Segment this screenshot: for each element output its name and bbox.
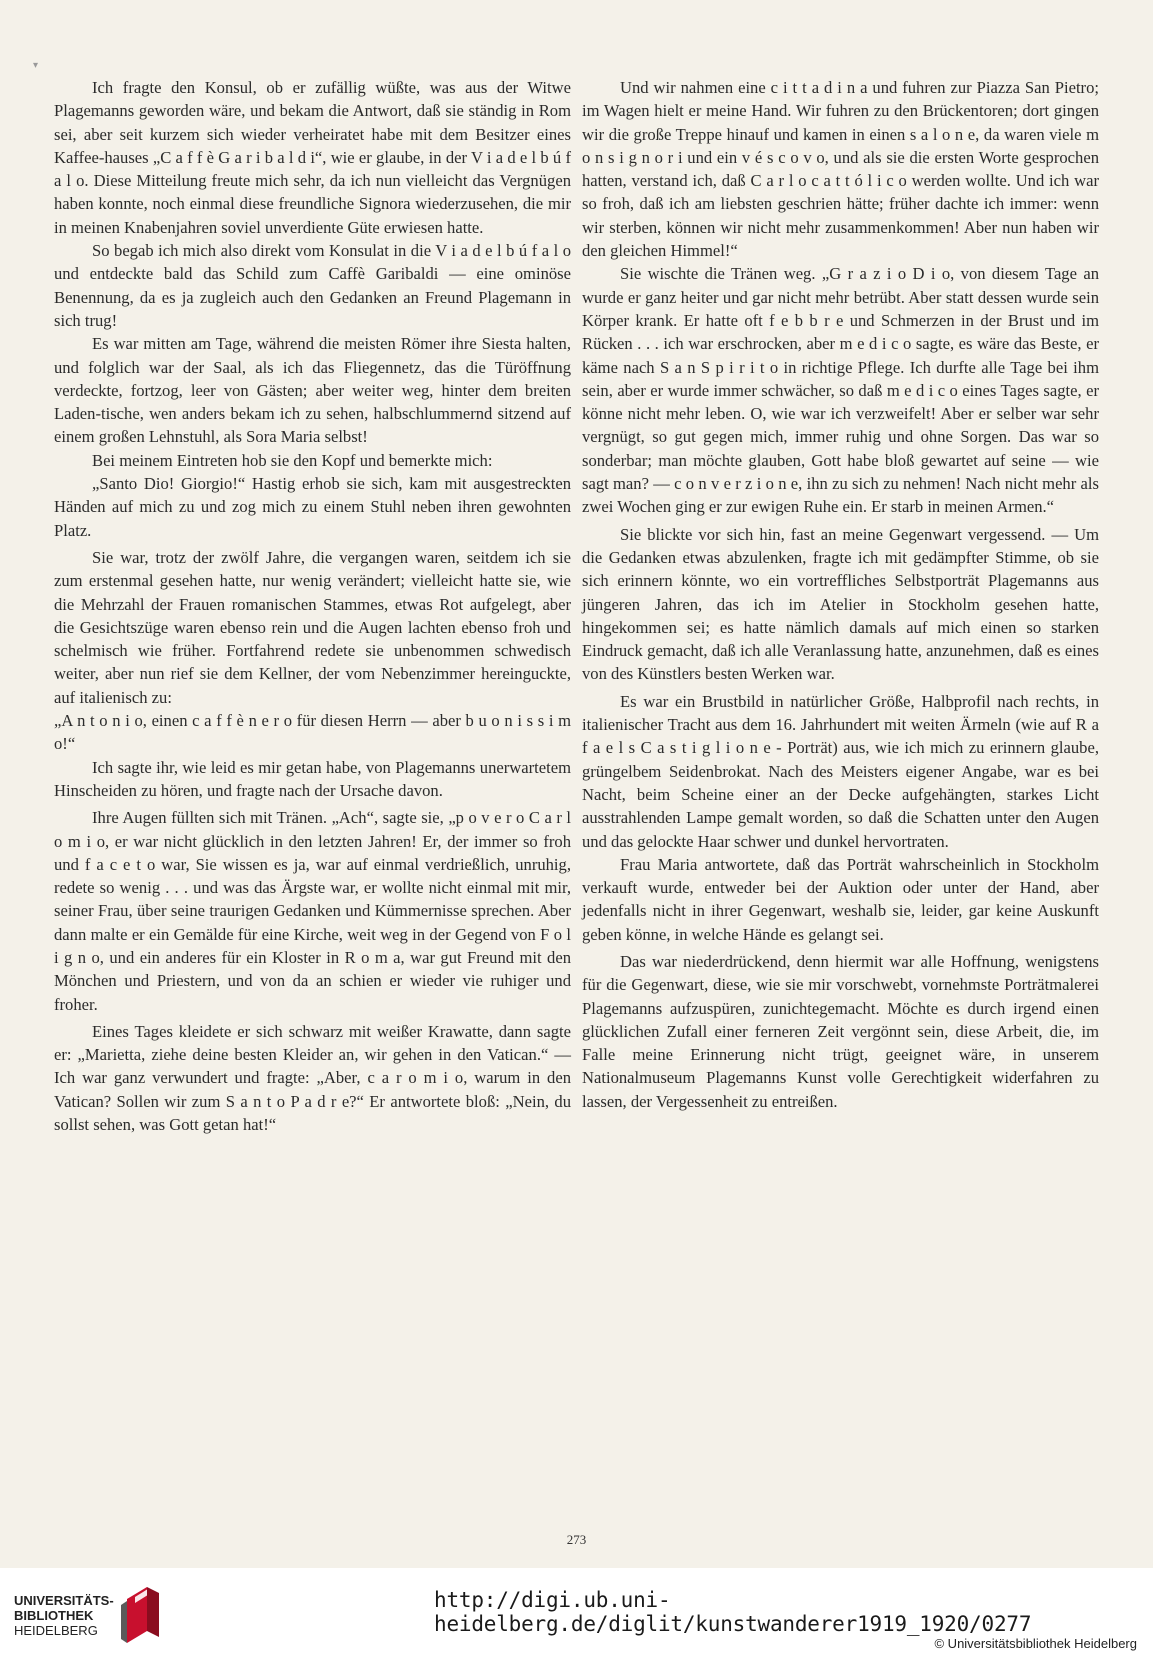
- left-column: [54, 76, 571, 1136]
- paragraph: Sie war, trotz der zwölf Jahre, die vergangen waren, seitdem ich sie zum erstenmal gesehen hatte, nur wenig verändert; vielleicht hatte sie, wie die Mehrzahl der Frauen romanischen Stammes, etwas Rot aufgelegt, aber die Gesichtszüge waren ebenso rein und die Augen lachten ebenso froh und schelmisch wie früher. Fortfahrend redete sie unbenommen schwedisch weiter, aber nun rief sie dem Kellner, der vom Nebenzimmer hereinguckte, auf italienisch zu:: [54, 547, 571, 707]
- paragraph: Es war ein Brustbild in natürlicher Größe, Halbprofil nach rechts, in italienischer Tracht aus dem 16. Jahrhundert mit weiten Ärmeln (wie auf R a f a e l s C a s t i g l i o n e - Porträt) aus, wie ich mich zu erinnern glaube, grüngelbem Seidenbrokat. Nach des Meisters eigener Angabe, war es bei Nacht, beim Scheine einer an der Decke aufgehängten, starkes Licht ausstrahlenden Lampe gemalt worden, so daß die Schatten unter den Augen und das gelockte Haar schwer und dunkel hervortraten.: [582, 691, 1099, 851]
- paragraph: „Santo Dio! Giorgio!“ Hastig erhob sie sich, kam mit ausgestreckten Händen auf mich zu und zog mich zu einem Stuhl neben ihren gewohnten Platz.: [54, 474, 571, 540]
- copyright-notice: © Universitätsbibliothek Heidelberg: [934, 1636, 1137, 1651]
- paragraph: Es war mitten am Tage, während die meisten Römer ihre Siesta halten, und folglich war der Saal, als ich das Fliegennetz, das die Türöffnung verdeckte, fortzog, leer von Gästen; aber weiter weg, hinter dem breiten Laden-tische, wen anders bekam ich zu sehen, halbschlummernd sitzend auf einem großen Lehnstuhl, als Sora Maria selbst!: [54, 334, 571, 447]
- paragraph: Bei meinem Eintreten hob sie den Kopf und bemerkte mich:: [92, 450, 493, 470]
- logo-line: BIBLIOTHEK: [14, 1608, 94, 1623]
- paragraph: Sie blickte vor sich hin, fast an meine Gegenwart vergessend. — Um die Gedanken etwas abzulenken, fragte ich mit gedämpfter Stimme, ob sie sich erinnern könnte, wo ein vortreffliches Selbstporträt Plagemanns aus jüngeren Jahren, das ich im Atelier in Stockholm gesehen hatte, hingekommen sei; es hatte nämlich damals auf mich einen so starken Eindruck gemacht, daß ich alle Veranlassung hatte, anzunehmen, daß es eines von des Künstlers besten Werken war.: [582, 524, 1099, 684]
- paragraph: Und wir nahmen eine c i t t a d i n a und fuhren zur Piazza San Pietro; im Wagen hielt er meine Hand. Wir fuhren zu den Brückentoren; dort gingen wir die große Treppe hinauf und kamen in einen s a l o n e, da waren viele m o n s i g n o r i und ein v é s c o v o, und als sie die ersten Worte gesprochen hatten, verstand ich, daß C a r l o c a t t ó l i c o werden wollte. Und ich war so froh, daß ich am liebsten geschrien hätte; früher dachte ich immer: wenn wir sterben, können wir nicht mehr zusammenkommen! Aber nun haben wir den gleichen Himmel!“: [582, 78, 1099, 261]
- paragraph: Eines Tages kleidete er sich schwarz mit weißer Krawatte, dann sagte er: „Marietta, ziehe deine besten Kleider an, wir gehen in den Vatican.“ — Ich war ganz verwundert und fragte: „Aber, c a r o m i o, warum in den Vatican? Sollen wir zum S a n t o P a d r e?“ Er antwortete bloß: „Nein, du sollst sehen, was Gott getan hat!“: [54, 1021, 571, 1135]
- paragraph: Das war niederdrückend, denn hiermit war alle Hoffnung, wenigstens für die Gegenwart, diese, wie sie mir vorschwebt, vornehmste Porträtmalerei Plagemanns aufzuspüren, zunichtegemacht. Möchte es durch irgend einen glücklichen Zufall einer ferneren Zeit vergönnt sein, diese Arbeit, die, im Falle meine Erinnerung nicht trügt, geeignet wäre, in unserem Nationalmuseum Plagemanns Kunst volle Gerechtigkeit widerfahren zu lassen, der Vergessenheit zu entreißen.: [582, 951, 1099, 1111]
- permalink-url[interactable]: http://digi.ub.uni-heidelberg.de/diglit/kunstwanderer1919_1920/0277: [434, 1588, 1032, 1636]
- page-number: 273: [566, 1532, 587, 1547]
- paragraph: Ihre Augen füllten sich mit Tränen. „Ach“, sagte sie, „p o v e r o C a r l o m i o, er war nicht glücklich in den letzten Jahren! Er, der immer so froh und f a c e t o war, Sie wissen es ja, war auf einmal verdrießlich, unruhig, redete so wenig . . . und was das Ärgste war, er wollte nicht einmal mit mir, seiner Frau, über seine traurigen Gedanken und Kümmernisse sprechen. Aber dann malte er ein Gemälde für eine Kirche, weit weg in der Gegend von F o l i g n o, und ein anderes für ein Kloster in R o m a, war gut Freund mit den Mönchen und Priestern, und von da an schien er wieder vie ruhiger und froher.: [54, 808, 571, 1014]
- paragraph: Ich fragte den Konsul, ob er zufällig wüßte, was aus der Witwe Plagemanns geworden wäre, und bekam die Antwort, daß sie ständig in Rom sei, aber seit kurzem sich wieder verheiratet habe mit dem Besitzer eines Kaffee-hauses „C a f f è G a r i b a l d i“, wie er glaube, in der V i a d e l b ú f a l o. Diese Mitteilung freute mich sehr, da ich nun vielleicht das Vergnügen haben konnte, noch einmal diese freundliche Signora wiederzusehen, die mir in meinen Knabenjahren soviel unverdiente Güte erwiesen hatte.: [54, 78, 571, 237]
- paragraph: Sie wischte die Tränen weg. „G r a z i o D i o, von diesem Tage an wurde er ganz heiter und gar nicht mehr betrübt. Aber statt dessen wurde sein Körper krank. Er hatte oft f e b b r e und Schmerzen in der Brust und im Rücken . . . ich war erschrocken, aber m e d i c o sagte, es wäre das Beste, er käme nach S a n S p i r i t o in richtige Pflege. Ich durfte alle Tage bei ihm sein, aber er wurde immer schwächer, so daß m e d i c o eines Tages sagte, er könne nicht mehr leben. O, wie war ich verzweifelt! Aber er selber war sehr vergnügt, so gut gegen mich, immer ruhig und ohne Sorgen. Das war so sonderbar; man möchte glauben, Gott habe bloß gewartet auf seine — wie sagt man? — c o n v e r z i o n e, ihn zu sich zu nehmen! Nach nicht mehr als zwei Wochen ging er zur ewigen Ruhe ein. Er starb in meinen Armen.“: [582, 264, 1099, 517]
- paragraph: So begab ich mich also direkt vom Konsulat in die V i a d e l b ú f a l o und entdeckte bald das Schild zum Caffè Garibaldi — eine ominöse Benennung, da es ja zugleich auch den Gedanken an Freund Plagemann in sich trug!: [54, 241, 571, 330]
- ub-heidelberg-logo-icon[interactable]: [117, 1583, 165, 1645]
- paragraph: Ich sagte ihr, wie leid es mir getan habe, von Plagemanns unerwartetem Hinscheiden zu hören, und fragte nach der Ursache davon.: [54, 757, 571, 800]
- right-column: [582, 76, 1099, 1113]
- logo-line: HEIDELBERG: [14, 1623, 98, 1638]
- library-logo-text[interactable]: [14, 1593, 114, 1638]
- margin-mark: ▾: [33, 60, 39, 71]
- logo-line: UNIVERSITÄTS-: [14, 1593, 114, 1608]
- paragraph: „A n t o n i o, einen c a f f è n e r o für diesen Herrn — aber b u o n i s s i m o!“: [54, 711, 571, 754]
- paragraph: Frau Maria antwortete, daß das Porträt wahrscheinlich in Stockholm verkauft wurde, entweder bei der Auktion oder unter der Hand, aber jedenfalls nicht in ihrer Gegenwart, weshalb sie, leider, gar keine Auskunft geben könne, in welche Hände es gelangt sei.: [582, 854, 1099, 944]
